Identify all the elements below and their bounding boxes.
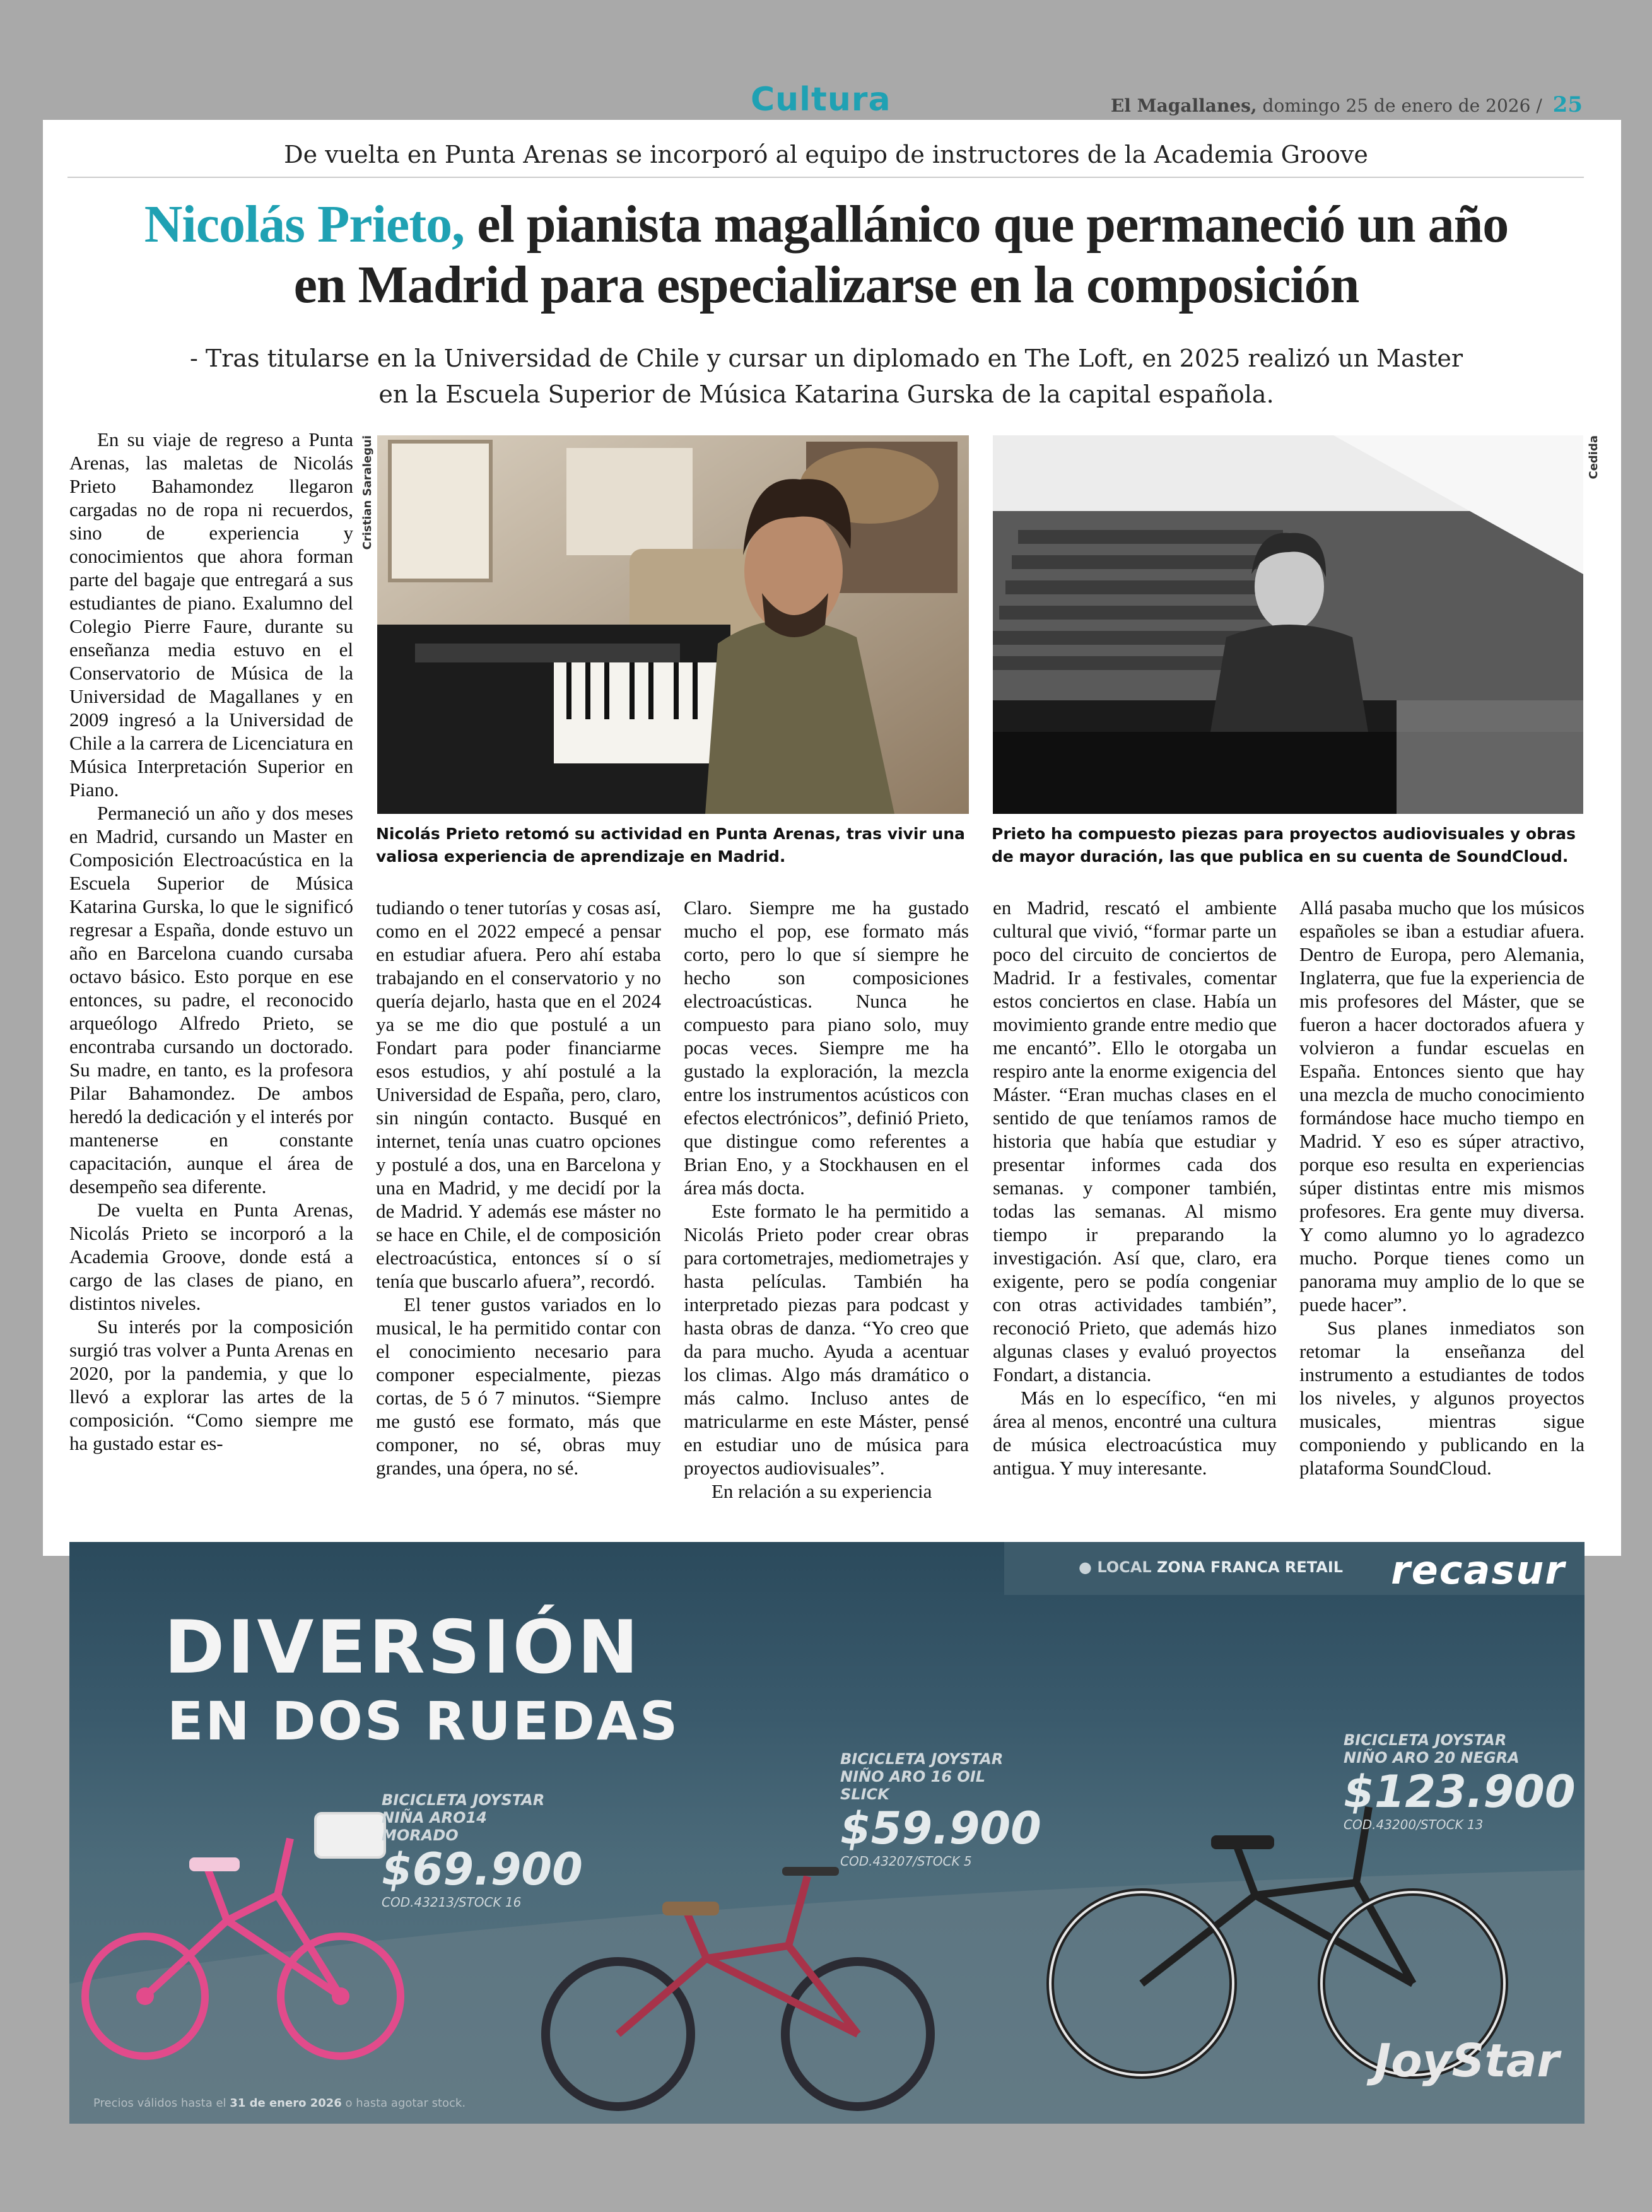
article-column-4 (993, 896, 1277, 1480)
recasur-logo: recasur (1391, 1547, 1566, 1593)
legal-date: 31 de enero 2026 (230, 2097, 342, 2110)
ad-location-name: ZONA FRANCA RETAIL (1157, 1558, 1344, 1576)
legal-text-prefix: Precios válidos hasta el (93, 2097, 226, 2110)
subheadline: - Tras titularse en la Universidad de Chile y cursar un diplomado en The Loft, en 2025 realizó un Master en la Escuela Superior de Música Katarina Gurska de la capital española. (189, 344, 1463, 408)
headline-text: el pianista magallánico que permaneció un año en Madrid para especializarse en la composición (293, 195, 1509, 314)
bicycles-illustration (69, 1542, 1585, 2124)
article-paragraph: Permaneció un año y dos meses en Madrid, cursando un Master en Composición Electroacústica en la Escuela Superior de Música Katarina Gurska, lo que le significó regresar a España, donde estuvo un año en Barcelona cuando cursaba octavo básico. Esto porque en ese entonces, su padre, el reconocido arqueólogo Alfredo Prieto, se encontraba cursando un doctorado. Su madre, en tanto, es la profesora Pilar Bahamondez. De ambos heredó la dedicación y el interés por mantenerse en constante capacitación, aunque el área de desempeño sea diferente. (69, 802, 353, 1197)
headline (114, 194, 1539, 315)
location-pin-icon: ● (1079, 1558, 1092, 1576)
photo-caption-2: Prieto ha compuesto piezas para proyectos audiovisuales y obras de mayor duración, las que publica en su cuenta de SoundCloud. (992, 825, 1576, 866)
product-name: BICICLETA JOYSTAR NIÑA ARO14 MORADO (382, 1791, 545, 1844)
ad-subtitle: EN DOS RUEDAS (167, 1690, 680, 1752)
product-card[interactable] (1344, 1731, 1576, 1832)
product-code: COD.43213/STOCK 16 (382, 1895, 522, 1910)
joystar-logo: JoyStar (1374, 2034, 1559, 2087)
headline-name: Nicolás Prieto, (144, 195, 465, 254)
product-card[interactable] (840, 1750, 1041, 1869)
product-code: COD.43207/STOCK 5 (840, 1854, 972, 1869)
product-price: $123.900 (1344, 1766, 1576, 1818)
product-name: BICICLETA JOYSTAR NIÑO ARO 16 OIL SLICK (840, 1750, 1004, 1803)
photo-pianist-home (377, 435, 969, 814)
article-paragraph: En relación a su experiencia (712, 1480, 932, 1502)
photo-illustration-1 (377, 435, 969, 814)
photo-caption-1: Nicolás Prieto retomó su actividad en Punta Arenas, tras vivir una valiosa experiencia de aprendizaje en Madrid. (376, 825, 965, 866)
product-price: $59.900 (840, 1803, 1041, 1854)
ad-title: DIVERSIÓN (164, 1605, 641, 1690)
ad-legal-note (93, 2097, 466, 2110)
article-paragraph: En su viaje de regreso a Punta Arenas, las maletas de Nicolás Prieto Bahamondez llegaron cargadas no de ropa ni recuerdos, sino de experiencia y conocimientos que ahora forman parte del bagaje que entregará a sus estudiantes de piano. Exalumno del Colegio Pierre Faure, durante su enseñanza media estuvo en el Conservatorio de Música de la Universidad de Magallanes y en 2009 ingresó a la Universidad de Chile a la carrera de Licenciatura en Música Interpretación Superior en Piano. (69, 428, 353, 801)
article-paragraph: Su interés por la composición surgió tras volver a Punta Arenas en 2020, por la pandemia, y que lo llevó a explorar las artes de la composición. “Como siempre me ha gustado estar es- (69, 1315, 353, 1454)
photo-illustration-2 (993, 435, 1583, 814)
product-card[interactable] (382, 1791, 583, 1910)
page-number: 25 (1552, 92, 1583, 117)
article-column-3 (684, 896, 969, 1503)
article-paragraph: Claro. Siempre me ha gustado mucho el pop, ese formato más corto, pero lo que sí siempre he hecho son composiciones electroacústicas. Nunca he compuesto para piano solo, muy pocas veces. Siempre me ha gustado la exploración, la mezcla entre los instrumentos acústicos con efectos electrónicos”, definió Prieto, que distingue como referentes a Brian Eno, y a Stockhausen en el área más docta. (684, 897, 969, 1199)
article-paragraph: Allá pasaba mucho que los músicos españoles se iban a estudiar afuera. Dentro de Europa, pero Alemania, Inglaterra, que fue la experiencia de mis profesores del Máster, que se fueron a hacer doctorados afuera y volvieron a fundar escuelas en España. Entonces siento que hay una mezcla de mucho conocimiento formándose hace mucho tiempo en Madrid. Y eso es súper atractivo, porque eso resulta en experiencias súper distintas entre mis mismos profesores. Era gente muy diversa. Y como alumno yo lo agradezco mucho. Porque tienes como un panorama muy amplio de lo que se puede hacer”. (1299, 897, 1585, 1315)
article-paragraph: Más en lo específico, “en mi área al menos, encontré una cultura de música electroacústica muy antigua. Y muy interesante. (993, 1387, 1277, 1479)
photo-credit-1: Cristian Saralegui (361, 435, 374, 550)
paper-name: El Magallanes, (1110, 95, 1257, 116)
divider (67, 177, 1584, 178)
ad-location-prefix: LOCAL (1097, 1558, 1152, 1576)
product-price: $69.900 (382, 1844, 583, 1895)
article-column-2 (376, 896, 661, 1480)
article-paragraph: en Madrid, rescató el ambiente cultural que vivió, “formar parte un poco del circuito de conciertos de Madrid. Ir a festivales, comentar estos conciertos en clase. Había un movimiento grande entre medio que me encantó”. Ello le otorgaba un respiro ante la enorme exigencia del Máster. “Eran muchas clases en el sentido de que teníamos ramos de historia que había que estudiar y presentar informes cada dos semanas. y componer también, todas las semanas. Al mismo tiempo ir preparando la investigación. Así que, claro, era exigente, pero se podía congeniar con otras actividades también”, reconoció Prieto, que además hizo algunas clases y evaluó proyectos Fondart, a distancia. (993, 897, 1277, 1385)
article-paragraph: Sus planes inmediatos son retomar la enseñanza del instrumento a estudiantes de todos los niveles, y algunos proyectos musicales, mientras sigue componiendo y publicando en la plataforma SoundCloud. (1299, 1317, 1585, 1479)
legal-text-suffix: o hasta agotar stock. (345, 2097, 466, 2110)
photo-credit-2: Cedida (1587, 435, 1600, 479)
article-column-5 (1299, 896, 1585, 1480)
advertisement-banner[interactable] (69, 1542, 1585, 2124)
product-code: COD.43200/STOCK 13 (1344, 1817, 1484, 1832)
folio (1111, 92, 1583, 117)
kicker: De vuelta en Punta Arenas se incorporó al equipo de instructores de la Academia Groove (284, 141, 1368, 168)
article-paragraph: tudiando o tener tutorías y cosas así, como en el 2022 empecé a pensar en estudiar afuera. Pero ahí estaba trabajando en el conservatorio y no quería dejarlo, hasta que en el 2024 ya se me dio que postulé a un Fondart para poder financiarme esos estudios, y ahí postulé a la Universidad de España, pero, claro, sin ningún contacto. Busqué en internet, tenía unas cuatro opciones y postulé a dos, una en Barcelona y una en Madrid, y me decidí por la de Madrid. Y además ese máster no se hace en Chile, el de composición electroacústica, entonces sí o sí tenía que buscarlo afuera”, recordó. (376, 897, 661, 1292)
article-column-1 (69, 428, 353, 1455)
photo-pianist-concert-hall (993, 435, 1583, 814)
article-paragraph: Este formato le ha permitido a Nicolás Prieto poder crear obras para cortometrajes, mediometrajes y hasta películas. También ha interpretado piezas para podcast y hasta obras de danza. “Yo creo que da para mucho. Ayuda a acentuar los climas. Algo más dramático o más calmo. Incluso antes de matricularme en este Máster, pensé en estudiar uno de música para proyectos audiovisuales”. (684, 1200, 969, 1479)
product-name: BICICLETA JOYSTAR NIÑO ARO 20 NEGRA (1344, 1731, 1520, 1767)
issue-date: domingo 25 de enero de 2026 (1262, 95, 1531, 116)
section-name: Cultura (751, 81, 891, 119)
folio-separator: / (1536, 95, 1542, 116)
article-paragraph: El tener gustos variados en lo musical, le ha permitido contar con el conocimiento necesario para componer especialmente, piezas cortas, de 5 ó 7 minutos. “Siempre me gustó ese formato, más que componer, no sé, obras muy grandes, una ópera, no sé. (376, 1293, 661, 1479)
article-paragraph: De vuelta en Punta Arenas, Nicolás Prieto se incorporó a la Academia Groove, donde está a cargo de las clases de piano, en distintos niveles. (69, 1199, 353, 1314)
